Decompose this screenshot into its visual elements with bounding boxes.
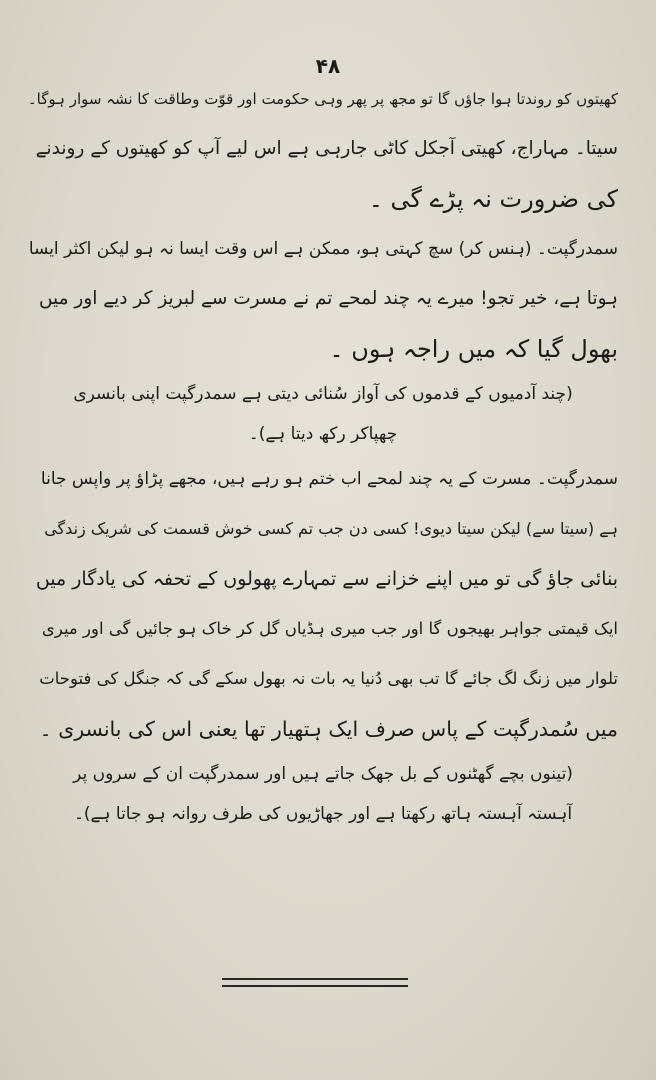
text-line: کی ضرورت نہ پڑے گی ۔ bbox=[368, 184, 618, 213]
stage-direction-line: چھپاکر رکھ دیتا ہے)۔ bbox=[248, 423, 398, 444]
text-line: میں سُمدرگپت کے پاس صرف ایک ہتھیار تھا یعنی اس کی بانسری ۔ bbox=[39, 716, 618, 741]
text-line: تلوار میں زنگ لگ جائے گا تب بھی دُنیا یہ بات نہ بھول سکے گی کہ جنگل کی فتوحات bbox=[39, 669, 618, 689]
divider bbox=[222, 985, 408, 987]
end-rule bbox=[222, 978, 408, 992]
text-line: سمدرگپت۔ (ہنس کر) سچ کہتی ہو، ممکن ہے اس وقت ایسا نہ ہو لیکن اکثر ایسا bbox=[28, 238, 618, 259]
divider bbox=[222, 978, 408, 980]
text-line: ہوتا ہے، خیر تجو! میرے یہ چند لمحے تم نے مسرت سے لبریز کر دیے اور میں bbox=[38, 287, 618, 309]
text-line: ہے (سیتا سے) لیکن سیتا دیوی! کسی دن جب تم کسی خوش قسمت کی شریک زندگی bbox=[44, 519, 618, 539]
text-line: سمدرگپت۔ مسرت کے یہ چند لمحے اب ختم ہو رہے ہیں، مجھے پڑاؤ پر واپس جانا bbox=[40, 468, 618, 489]
stage-direction-line: (چند آدمیوں کے قدموں کی آواز سُنائی دیتی ہے سمدرگپت اپنی بانسری bbox=[73, 383, 573, 404]
stage-direction-line: آہستہ آہستہ ہاتھ رکھتا ہے اور جھاڑیوں کی طرف روانہ ہو جاتا ہے)۔ bbox=[73, 803, 573, 824]
text-line: کھیتوں کو روندتا ہوا جاؤں گا تو مجھ پر پھر وہی حکومت اور قوّت وطاقت کا نشہ سوار ہوگا۔ bbox=[28, 90, 618, 108]
page-number: ۴۸ bbox=[315, 54, 341, 78]
text-line: بنائی جاؤ گی تو میں اپنے خزانے سے تمہارے پھولوں کے تحفہ کی یادگار میں bbox=[35, 567, 618, 590]
stage-direction-line: (تینوں بچے گھٹنوں کے بل جھک جاتے ہیں اور سمدرگپت ان کے سروں پر bbox=[73, 763, 573, 784]
text-line: بھول گیا کہ میں راجہ ہوں ۔ bbox=[329, 334, 618, 363]
text-line: سیتا۔ مہاراج، کھیتی آجکل کاٹی جارہی ہے اس لیے آپ کو کھیتوں کے روندنے bbox=[35, 137, 618, 159]
text-line: ایک قیمتی جواہر بھیجوں گا اور جب میری ہڈیاں گل کر خاک ہو جائیں گی اور میری bbox=[41, 619, 618, 639]
main-text bbox=[28, 74, 618, 834]
